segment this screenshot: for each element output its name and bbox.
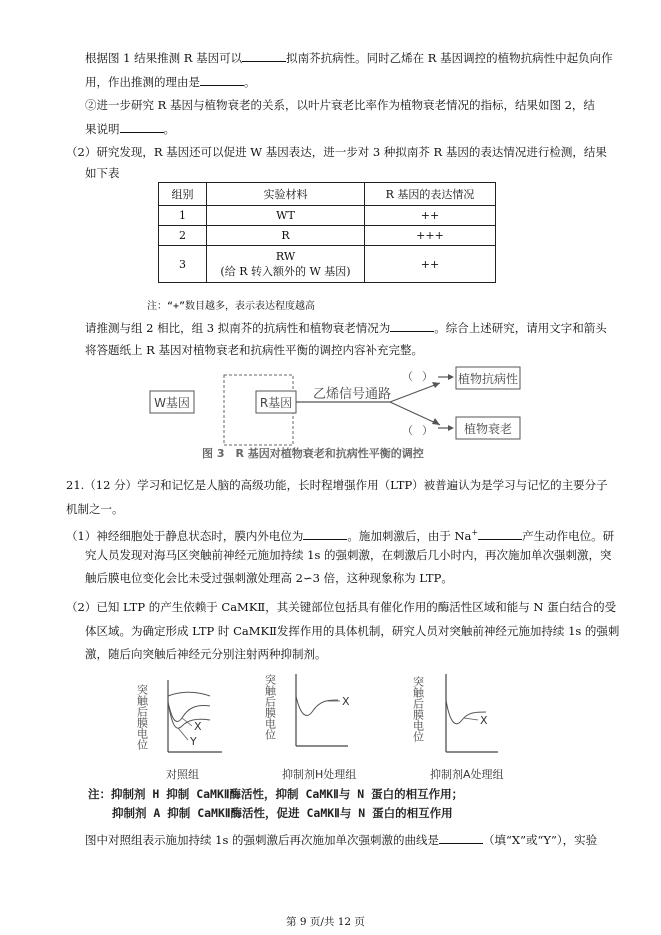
table-row: 3 RW (给 R 转入额外的 W 基因) ++: [159, 246, 496, 283]
y-axis-label: 突触后膜电位: [411, 676, 425, 742]
pathway-label: 乙烯信号通路: [312, 387, 392, 402]
table-row: 2 R +++: [159, 226, 496, 246]
table-header: 组别: [159, 183, 207, 206]
graph-inhibitor-a: [412, 674, 504, 781]
svg-text:）: ）: [422, 424, 433, 437]
svg-text:（: （: [402, 424, 413, 437]
figure-3: [140, 365, 540, 465]
text-line-7: 请推测与组 2 相比，组 3 拟南芥的抗病性和植物衰老情况为 。综合上述研究，请用文字和箭头: [85, 321, 607, 335]
q21-line-1: 21.（12 分）学习和记忆是人脑的高级功能，长时程增强作用（LTP）被普遍认为是学习与记忆的主要分子: [66, 478, 608, 492]
svg-text:X: X: [342, 695, 350, 708]
answer-blank[interactable]: [303, 528, 347, 540]
table-note: 注：“+”数目越多，表示表达程度越高: [147, 301, 316, 312]
answer-blank[interactable]: [478, 528, 522, 540]
branch-arrow-up: [390, 383, 440, 402]
curve-x: [296, 696, 338, 715]
last-line: 图中对照组表示施加持续 1s 的强刺激后再次施加单次强刺激的曲线是 （填“X”或“Y”），实验: [85, 833, 598, 847]
q21-line-5: 触后膜电位变化会比未受过强刺激处理高 2∽3 倍，这种现象称为 LTP。: [85, 571, 453, 585]
text-line-2: 用，作出推测的理由是 。: [85, 75, 256, 89]
figure-3-caption: 图 3 R 基因对植物衰老和抗病性平衡的调控: [202, 447, 424, 460]
svg-text:抑制剂A处理组: 抑制剂A处理组: [430, 768, 504, 781]
answer-blank[interactable]: [242, 50, 286, 62]
q21-line-7: 体区域。为确定形成 LTP 时 CaMKⅡ发挥作用的具体机制，研究人员对突触前神经元施加持续 1s 的强刺: [85, 624, 620, 638]
answer-blank[interactable]: [120, 121, 164, 133]
r-gene-label: R基因: [259, 396, 293, 410]
table-row: 1 WT ++: [159, 206, 496, 226]
text-line-3: ②进一步研究 R 基因与植物衰老的关系，以叶片衰老比率作为植物衰老情况的指标，结果如图 2，结: [85, 98, 595, 112]
expression-table: [158, 182, 496, 283]
table-header: 实验材料: [207, 183, 365, 206]
q21-line-2: 机制之一。: [66, 502, 124, 516]
answer-blank[interactable]: [439, 832, 483, 844]
svg-text:X: X: [194, 720, 202, 733]
w-gene-label: W基因: [154, 396, 190, 410]
membrane-potential-graphs: [130, 670, 530, 785]
q21-line-4: 究人员发现对海马区突触前神经元施加持续 1s 的强刺激，在刺激后几小时内，再次施加单次强刺激，突: [85, 548, 612, 562]
graph-note-1: 注：抑制剂 H 抑制 CaMKⅡ酶活性，抑制 CaMKⅡ与 N 蛋白的相互作用；: [88, 787, 464, 801]
svg-text:（: （: [402, 370, 413, 383]
svg-text:）: ）: [422, 370, 433, 383]
y-axis-label: 突触后膜电位: [135, 684, 149, 750]
y-axis-label: 突触后膜电位: [263, 674, 277, 740]
svg-text:X: X: [480, 714, 488, 727]
graph-note-2: 抑制剂 A 抑制 CaMKⅡ酶活性，促进 CaMKⅡ与 N 蛋白的相互作用: [112, 806, 453, 820]
answer-blank[interactable]: [390, 320, 434, 332]
page-footer: 第 9 页/共 12 页: [286, 916, 365, 928]
text-line-8: 将答题纸上 R 基因对植物衰老和抗病性平衡的调控内容补充完整。: [85, 343, 423, 357]
table-header: R 基因的表达情况: [365, 183, 496, 206]
svg-text:Y: Y: [190, 735, 197, 748]
text-line-4: 果说明 。: [85, 122, 175, 136]
text-line-5: （2）研究发现，R 基因还可以促进 W 基因表达，进一步对 3 种拟南芥 R 基因的表达情况进行检测，结果: [66, 145, 607, 159]
svg-text:抑制剂H处理组: 抑制剂H处理组: [282, 768, 357, 781]
svg-text:对照组: 对照组: [166, 768, 199, 781]
answer-blank[interactable]: [200, 74, 244, 86]
branch-arrow-down: [390, 402, 440, 425]
text-line-6: 如下表: [85, 166, 120, 180]
svg-text:植物抗病性: 植物抗病性: [457, 372, 519, 386]
graph-inhibitor-h: [264, 674, 357, 781]
q21-line-6: （2）已知 LTP 的产生依赖于 CaMKⅡ，其关键部位包括具有催化作用的酶活性区域和能与 N 蛋白结合的受: [66, 600, 617, 614]
curve-x: [168, 702, 210, 721]
graph-control: [136, 680, 223, 781]
q21-line-8: 激，随后向突触后神经元分别注射两种抑制剂。: [85, 647, 327, 661]
svg-text:植物衰老: 植物衰老: [463, 422, 513, 436]
text-line-1: 根据图 1 结果推测 R 基因可以 拟南芥抗病性。同时乙烯在 R 基因调控的植物抗病性中起负向作: [85, 51, 613, 65]
q21-line-3: （1）神经细胞处于静息状态时，膜内外电位为 。施加刺激后，由于 Na+ 产生动作电位。研: [66, 528, 615, 543]
